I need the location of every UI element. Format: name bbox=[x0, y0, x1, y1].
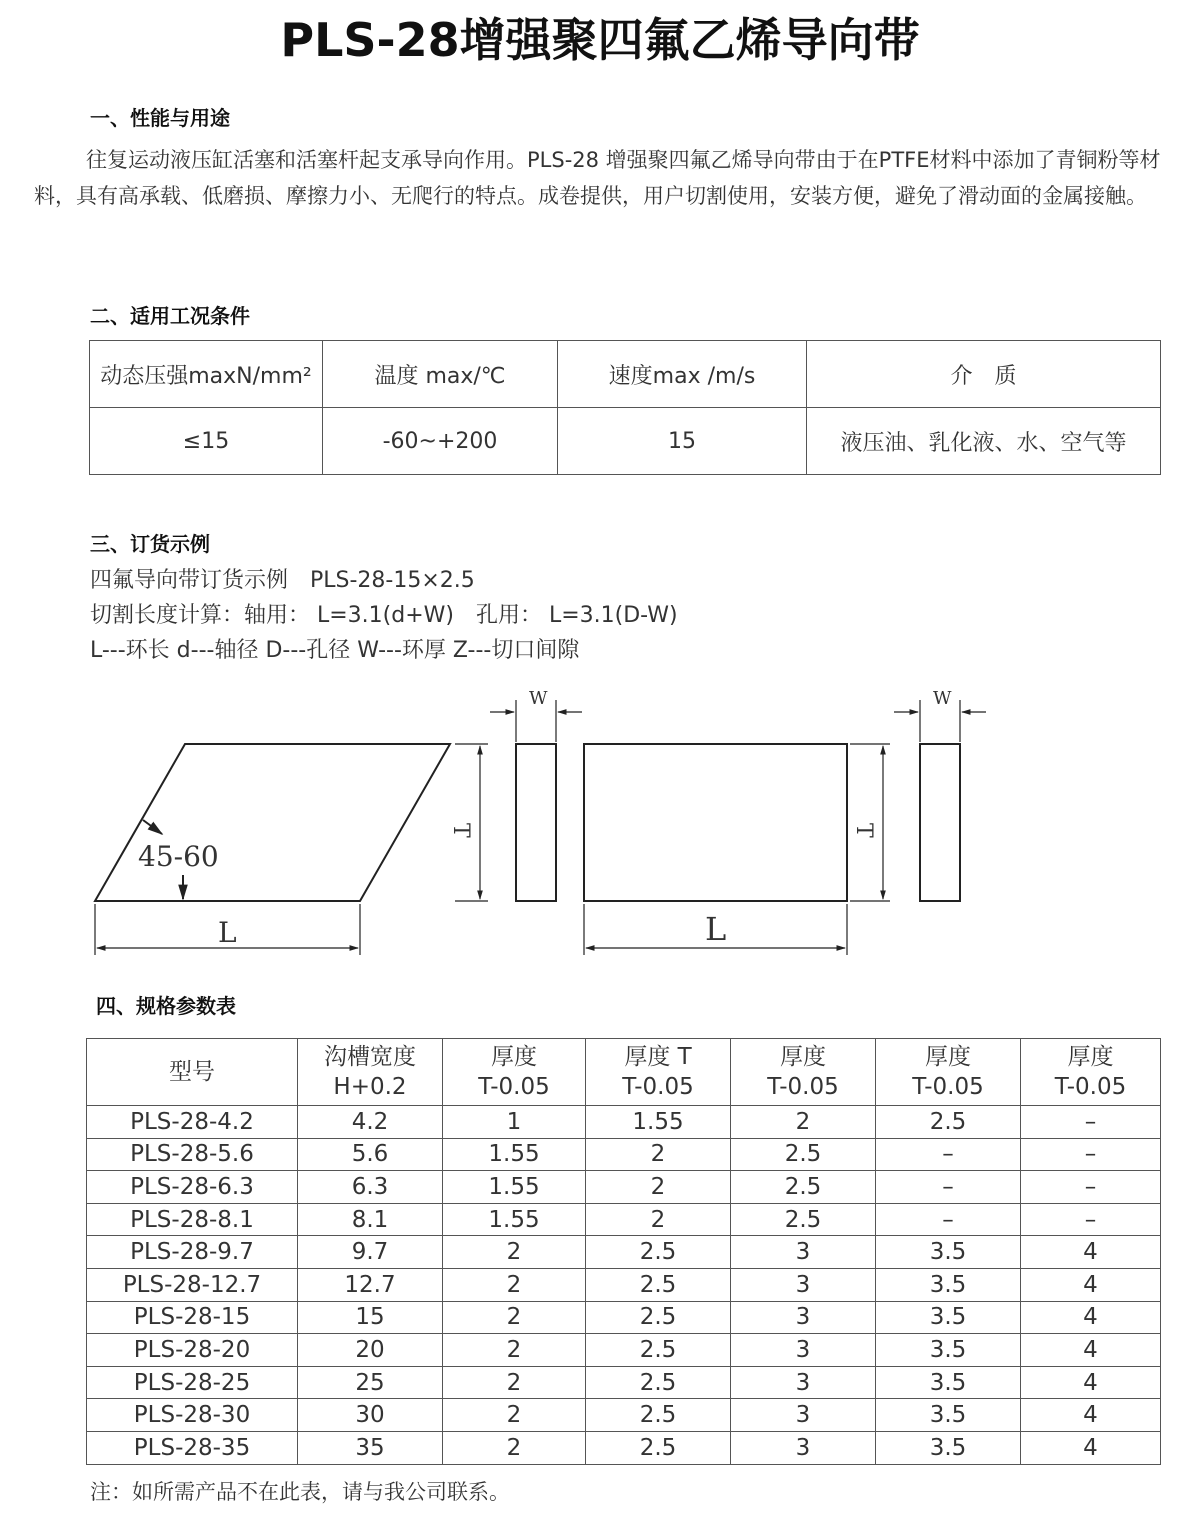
header-cell: 厚度 T-0.05 bbox=[876, 1039, 1021, 1106]
value-cell: 2 bbox=[443, 1334, 586, 1367]
table-row bbox=[87, 1301, 1161, 1334]
value-cell: 2.5 bbox=[586, 1334, 731, 1367]
value-cell: 2.5 bbox=[586, 1268, 731, 1301]
width-label-left: W bbox=[529, 688, 548, 709]
value-cell: 4 bbox=[1021, 1399, 1161, 1432]
value-cell: 液压油、乳化液、水、空气等 bbox=[807, 408, 1161, 475]
header-cell: 厚度 T-0.05 bbox=[443, 1039, 586, 1106]
cut-length-formula: 切割长度计算：轴用： L=3.1(d+W) 孔用： L=3.1(D-W) bbox=[90, 603, 678, 628]
value-cell: 1.55 bbox=[443, 1138, 586, 1171]
value-cell: 2 bbox=[443, 1399, 586, 1432]
order-example-line: 四氟导向带订货示例 PLS-28-15×2.5 bbox=[90, 568, 475, 593]
value-cell: 3.5 bbox=[876, 1399, 1021, 1432]
value-cell: 2 bbox=[443, 1366, 586, 1399]
width-label-right: W bbox=[933, 688, 952, 709]
angle-label: 45-60 bbox=[138, 840, 219, 873]
value-cell: 1.55 bbox=[443, 1171, 586, 1204]
value-cell: 4 bbox=[1021, 1268, 1161, 1301]
model-cell: PLS-28-6.3 bbox=[87, 1171, 298, 1204]
value-cell: 20 bbox=[298, 1334, 443, 1367]
table-row bbox=[87, 1236, 1161, 1269]
table-row bbox=[87, 1334, 1161, 1367]
conditions-table bbox=[89, 340, 1161, 475]
value-cell: 4 bbox=[1021, 1301, 1161, 1334]
value-cell: 2 bbox=[586, 1171, 731, 1204]
model-cell: PLS-28-25 bbox=[87, 1366, 298, 1399]
header-cell: 温度 max/℃ bbox=[323, 341, 558, 408]
value-cell: -60~+200 bbox=[323, 408, 558, 475]
value-cell: 2.5 bbox=[586, 1236, 731, 1269]
section-heading-performance: 一、性能与用途 bbox=[90, 106, 230, 130]
value-cell: 3.5 bbox=[876, 1301, 1021, 1334]
cutting-diagram bbox=[0, 670, 1200, 970]
value-cell: ≤15 bbox=[90, 408, 323, 475]
angled-cut-strip bbox=[95, 744, 450, 901]
table-row bbox=[87, 1106, 1161, 1139]
value-cell: – bbox=[1021, 1106, 1161, 1139]
straight-cut-strip bbox=[584, 744, 847, 901]
thickness-label-left: T bbox=[448, 823, 473, 838]
header-cell: 厚度 T-0.05 bbox=[731, 1039, 876, 1106]
header-cell: 厚度 T-0.05 bbox=[1021, 1039, 1161, 1106]
header-cell: 沟槽宽度 H+0.2 bbox=[298, 1039, 443, 1106]
model-cell: PLS-28-5.6 bbox=[87, 1138, 298, 1171]
length-label-right: L bbox=[705, 910, 727, 948]
value-cell: 30 bbox=[298, 1399, 443, 1432]
value-cell: 15 bbox=[298, 1301, 443, 1334]
value-cell: – bbox=[876, 1171, 1021, 1204]
value-cell: – bbox=[1021, 1138, 1161, 1171]
value-cell: 4 bbox=[1021, 1334, 1161, 1367]
model-cell: PLS-28-12.7 bbox=[87, 1268, 298, 1301]
value-cell: 8.1 bbox=[298, 1203, 443, 1236]
value-cell: 1 bbox=[443, 1106, 586, 1139]
value-cell: 3.5 bbox=[876, 1334, 1021, 1367]
value-cell: 1.55 bbox=[586, 1106, 731, 1139]
value-cell: 3.5 bbox=[876, 1431, 1021, 1464]
value-cell: 2 bbox=[443, 1431, 586, 1464]
model-cell: PLS-28-9.7 bbox=[87, 1236, 298, 1269]
value-cell: – bbox=[876, 1203, 1021, 1236]
value-cell: 9.7 bbox=[298, 1236, 443, 1269]
section-heading-spec-table: 四、规格参数表 bbox=[96, 994, 236, 1018]
value-cell: 2.5 bbox=[731, 1171, 876, 1204]
value-cell: 25 bbox=[298, 1366, 443, 1399]
conditions-header-row bbox=[90, 341, 1161, 408]
table-row bbox=[87, 1431, 1161, 1464]
value-cell: 2 bbox=[731, 1106, 876, 1139]
symbol-legend: L---环长 d---轴径 D---孔径 W---环厚 Z---切口间隙 bbox=[90, 638, 580, 663]
value-cell: – bbox=[876, 1138, 1021, 1171]
footer-note: 注：如所需产品不在此表，请与我公司联系。 bbox=[90, 1480, 510, 1504]
table-row bbox=[87, 1138, 1161, 1171]
value-cell: 2.5 bbox=[586, 1301, 731, 1334]
value-cell: 6.3 bbox=[298, 1171, 443, 1204]
value-cell: 15 bbox=[558, 408, 807, 475]
model-cell: PLS-28-30 bbox=[87, 1399, 298, 1432]
value-cell: 4.2 bbox=[298, 1106, 443, 1139]
value-cell: 12.7 bbox=[298, 1268, 443, 1301]
spec-table bbox=[86, 1038, 1161, 1465]
value-cell: 35 bbox=[298, 1431, 443, 1464]
value-cell: 3 bbox=[731, 1301, 876, 1334]
model-cell: PLS-28-4.2 bbox=[87, 1106, 298, 1139]
value-cell: 3 bbox=[731, 1431, 876, 1464]
value-cell: 3 bbox=[731, 1366, 876, 1399]
performance-paragraph: 往复运动液压缸活塞和活塞杆起支承导向作用。PLS-28 增强聚四氟乙烯导向带由于在PTFE材料中添加了青铜粉等材料，具有高承载、低磨损、摩擦力小、无爬行的特点。成卷提供，用户切割使用，安装方便，避免了滑动面的金属接触。 bbox=[34, 148, 1161, 208]
thickness-label-right: T bbox=[851, 823, 876, 838]
value-cell: 3.5 bbox=[876, 1366, 1021, 1399]
table-row bbox=[87, 1171, 1161, 1204]
section-heading-conditions: 二、适用工况条件 bbox=[90, 304, 250, 328]
value-cell: 2 bbox=[443, 1236, 586, 1269]
value-cell: 3.5 bbox=[876, 1236, 1021, 1269]
page-title: PLS-28增强聚四氟乙烯导向带 bbox=[280, 13, 920, 67]
table-row bbox=[87, 1203, 1161, 1236]
table-row bbox=[87, 1399, 1161, 1432]
value-cell: – bbox=[1021, 1203, 1161, 1236]
table-row bbox=[87, 1268, 1161, 1301]
value-cell: 3 bbox=[731, 1334, 876, 1367]
length-label-left: L bbox=[218, 916, 237, 949]
value-cell: 5.6 bbox=[298, 1138, 443, 1171]
model-cell: PLS-28-15 bbox=[87, 1301, 298, 1334]
value-cell: 4 bbox=[1021, 1366, 1161, 1399]
value-cell: 2 bbox=[586, 1203, 731, 1236]
value-cell: – bbox=[1021, 1171, 1161, 1204]
header-cell: 速度max /m/s bbox=[558, 341, 807, 408]
value-cell: 2.5 bbox=[731, 1203, 876, 1236]
value-cell: 3.5 bbox=[876, 1268, 1021, 1301]
value-cell: 3 bbox=[731, 1399, 876, 1432]
table-row bbox=[87, 1366, 1161, 1399]
conditions-value-row bbox=[90, 408, 1161, 475]
header-cell: 厚度 T T-0.05 bbox=[586, 1039, 731, 1106]
spec-header-row bbox=[87, 1039, 1161, 1106]
strip-edge-left bbox=[516, 744, 556, 901]
value-cell: 2 bbox=[443, 1301, 586, 1334]
model-cell: PLS-28-35 bbox=[87, 1431, 298, 1464]
value-cell: 2.5 bbox=[586, 1399, 731, 1432]
model-cell: PLS-28-20 bbox=[87, 1334, 298, 1367]
value-cell: 4 bbox=[1021, 1236, 1161, 1269]
header-cell: 介 质 bbox=[807, 341, 1161, 408]
value-cell: 2 bbox=[443, 1268, 586, 1301]
header-cell: 型号 bbox=[87, 1039, 298, 1106]
model-cell: PLS-28-8.1 bbox=[87, 1203, 298, 1236]
value-cell: 1.55 bbox=[443, 1203, 586, 1236]
value-cell: 2 bbox=[586, 1138, 731, 1171]
section-heading-order-example: 三、订货示例 bbox=[90, 532, 210, 556]
value-cell: 2.5 bbox=[876, 1106, 1021, 1139]
value-cell: 4 bbox=[1021, 1431, 1161, 1464]
strip-edge-right bbox=[920, 744, 960, 901]
value-cell: 3 bbox=[731, 1268, 876, 1301]
header-cell: 动态压强maxN/mm² bbox=[90, 341, 323, 408]
value-cell: 2.5 bbox=[586, 1366, 731, 1399]
value-cell: 3 bbox=[731, 1236, 876, 1269]
value-cell: 2.5 bbox=[731, 1138, 876, 1171]
value-cell: 2.5 bbox=[586, 1431, 731, 1464]
